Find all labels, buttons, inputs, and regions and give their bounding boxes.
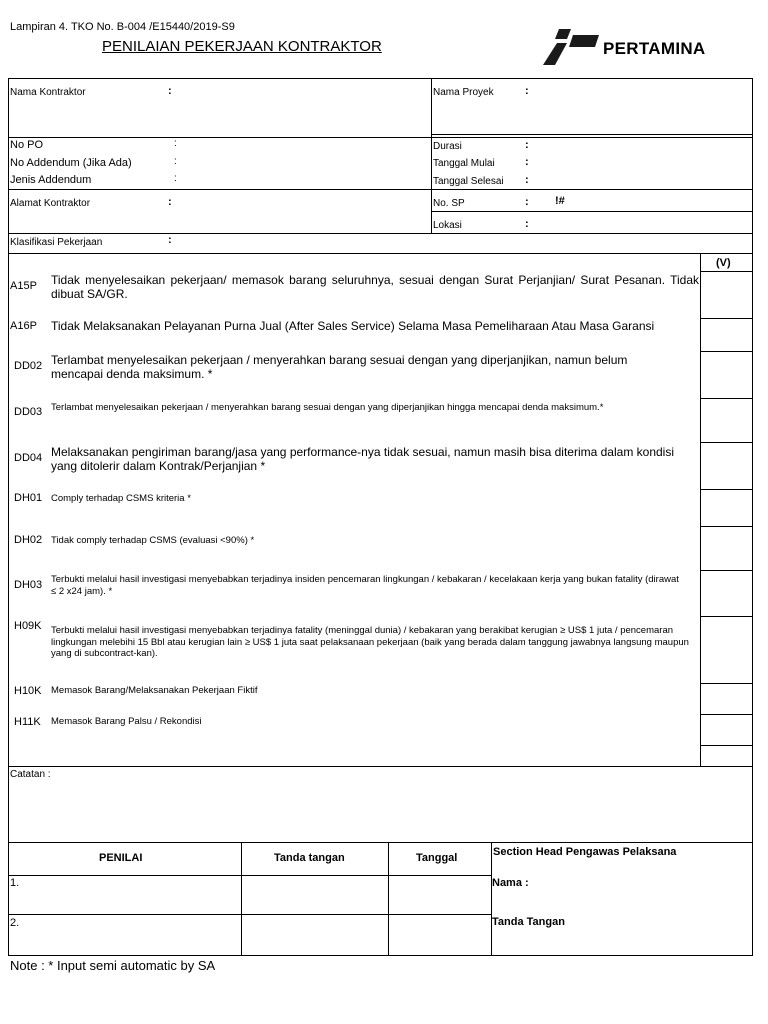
no-sp-colon: : — [525, 196, 529, 208]
criteria-code: DD04 — [14, 452, 43, 464]
jenis-addendum-label: Jenis Addendum — [10, 174, 92, 186]
date-row-2-field[interactable] — [389, 915, 491, 955]
section-head-label: Section Head Pengawas Pelaksana — [493, 846, 677, 858]
criteria-text: Terlambat menyelesaikan pekerjaan / menyerahkan barang sesuai dengan yang diperjanjikan, namun belum mencapai denda maksimum. * — [51, 353, 628, 381]
no-po-colon: : — [174, 138, 177, 149]
pertamina-logo — [541, 25, 731, 67]
durasi-colon: : — [525, 139, 529, 151]
klasifikasi-label: Klasifikasi Pekerjaan — [10, 237, 103, 248]
lokasi-label: Lokasi — [433, 220, 462, 231]
criteria-checkbox[interactable] — [701, 571, 752, 616]
penilai-row-2-label: 2. — [10, 917, 20, 929]
tanda-tangan-label: Tanda Tangan — [492, 916, 565, 928]
no-po-label: No PO — [10, 139, 44, 151]
criteria-checkbox[interactable] — [701, 352, 752, 398]
document-reference: Lampiran 4. TKO No. B-004 /E15440/2019-S9 — [10, 21, 235, 33]
criteria-code: A15P — [10, 280, 37, 292]
jenis-addendum-colon: : — [174, 173, 177, 184]
criteria-checkbox[interactable] — [701, 443, 752, 489]
criteria-code: H10K — [14, 685, 42, 697]
criteria-text: Memasok Barang/Melaksanakan Pekerjaan Fiktif — [51, 685, 258, 696]
tanggal-header: Tanggal — [416, 852, 458, 864]
tanggal-mulai-colon: : — [525, 156, 529, 168]
catatan-area[interactable] — [9, 782, 752, 842]
pertamina-logo-icon — [541, 25, 601, 67]
criteria-code: DD03 — [14, 406, 43, 418]
no-sp-value: !# — [555, 195, 565, 207]
criteria-code: DH01 — [14, 492, 43, 504]
nama-proyek-label: Nama Proyek — [433, 87, 494, 98]
criteria-text: Terbukti melalui hasil investigasi menyebabkan terjadinya insiden pencemaran lingkungan / kebakaran / kecelakaan kerja yang bukan fatality (dirawat ≤ 2 x24 jam). * — [51, 574, 679, 597]
criteria-text: Tidak Melaksanakan Pelayanan Purna Jual (After Sales Service) Selama Masa Pemeliharaan Atau Masa Garansi — [51, 319, 655, 333]
criteria-text: Terlambat menyelesaikan pekerjaan / menyerahkan barang sesuai dengan yang diperjanjikan hingga mencapai denda maksimum.* — [51, 402, 604, 413]
criteria-checkbox[interactable] — [701, 490, 752, 526]
penilai-row-2-field[interactable] — [22, 915, 240, 955]
criteria-code: DH03 — [14, 579, 43, 591]
signature-row-1-field[interactable] — [242, 876, 388, 914]
criteria-code: DD02 — [14, 360, 43, 372]
no-addendum-colon: : — [174, 156, 177, 167]
nama-label: Nama : — [492, 877, 529, 889]
no-sp-label: No. SP — [433, 198, 465, 209]
criteria-code: DH02 — [14, 534, 43, 546]
criteria-text: Memasok Barang Palsu / Rekondisi — [51, 716, 202, 727]
tanggal-mulai-label: Tanggal Mulai — [433, 158, 495, 169]
penilai-row-1-field[interactable] — [22, 876, 240, 914]
date-row-1-field[interactable] — [389, 876, 491, 914]
criteria-checkbox[interactable] — [701, 272, 752, 318]
nama-kontraktor-colon: : — [168, 85, 172, 97]
klasifikasi-colon: : — [168, 234, 172, 246]
nama-proyek-colon: : — [525, 85, 529, 97]
criteria-text: Tidak comply terhadap CSMS (evaluasi <90%) * — [51, 535, 255, 546]
criteria-text: Terbukti melalui hasil investigasi menyebabkan terjadinya fatality (meninggal dunia) / kebakaran yang berakibat kerugian ≥ US$ 1 juta / pencemaran lingkungan melebihi 15 Bbl atau kerugian lain ≥ US$ 1 juta saat pelaksanaan pekerjaan (baik yang berada dalam tanggung jawabnya langsung maupun yang di subcontract-kan). — [51, 625, 689, 659]
lokasi-colon: : — [525, 218, 529, 230]
page-title: PENILAIAN PEKERJAAN KONTRAKTOR — [102, 38, 382, 55]
criteria-checkbox[interactable] — [701, 527, 752, 570]
criteria-code: A16P — [10, 320, 37, 332]
pertamina-logo-text: PERTAMINA — [603, 39, 706, 58]
criteria-text: Melaksanakan pengiriman barang/jasa yang performance-nya tidak sesuai, namun masih bisa diterima dalam kondisi yang ditolerir dalam Kontrak/Perjanjian * — [51, 445, 674, 473]
tanda-tangan-header: Tanda tangan — [274, 852, 345, 864]
footer-note: Note : * Input semi automatic by SA — [10, 958, 216, 973]
durasi-label: Durasi — [433, 141, 462, 152]
penilai-row-1-label: 1. — [10, 877, 20, 889]
check-column-header: (V) — [716, 257, 731, 269]
penilai-header: PENILAI — [99, 852, 143, 864]
criteria-code: H11K — [14, 716, 41, 728]
catatan-label: Catatan : — [10, 769, 51, 780]
criteria-text: Comply terhadap CSMS kriteria * — [51, 493, 191, 504]
criteria-checkbox[interactable] — [701, 684, 752, 714]
alamat-kontraktor-label: Alamat Kontraktor — [10, 198, 91, 209]
tanggal-selesai-colon: : — [525, 174, 529, 186]
criteria-checkbox[interactable] — [701, 319, 752, 351]
criteria-checkbox[interactable] — [701, 617, 752, 683]
nama-kontraktor-label: Nama Kontraktor — [10, 87, 86, 98]
criteria-code: H09K — [14, 620, 42, 632]
no-addendum-label: No Addendum (Jika Ada) — [10, 157, 132, 169]
criteria-checkbox[interactable] — [701, 715, 752, 745]
criteria-checkbox[interactable] — [701, 399, 752, 442]
alamat-kontraktor-colon: : — [168, 196, 172, 208]
signature-row-2-field[interactable] — [242, 915, 388, 955]
criteria-text: Tidak menyelesaikan pekerjaan/ memasok barang seluruhnya, sesuai dengan Surat Perjanjian/ Surat Pesanan. Tidak dibuat SA/GR. — [51, 273, 699, 301]
tanggal-selesai-label: Tanggal Selesai — [433, 176, 504, 187]
